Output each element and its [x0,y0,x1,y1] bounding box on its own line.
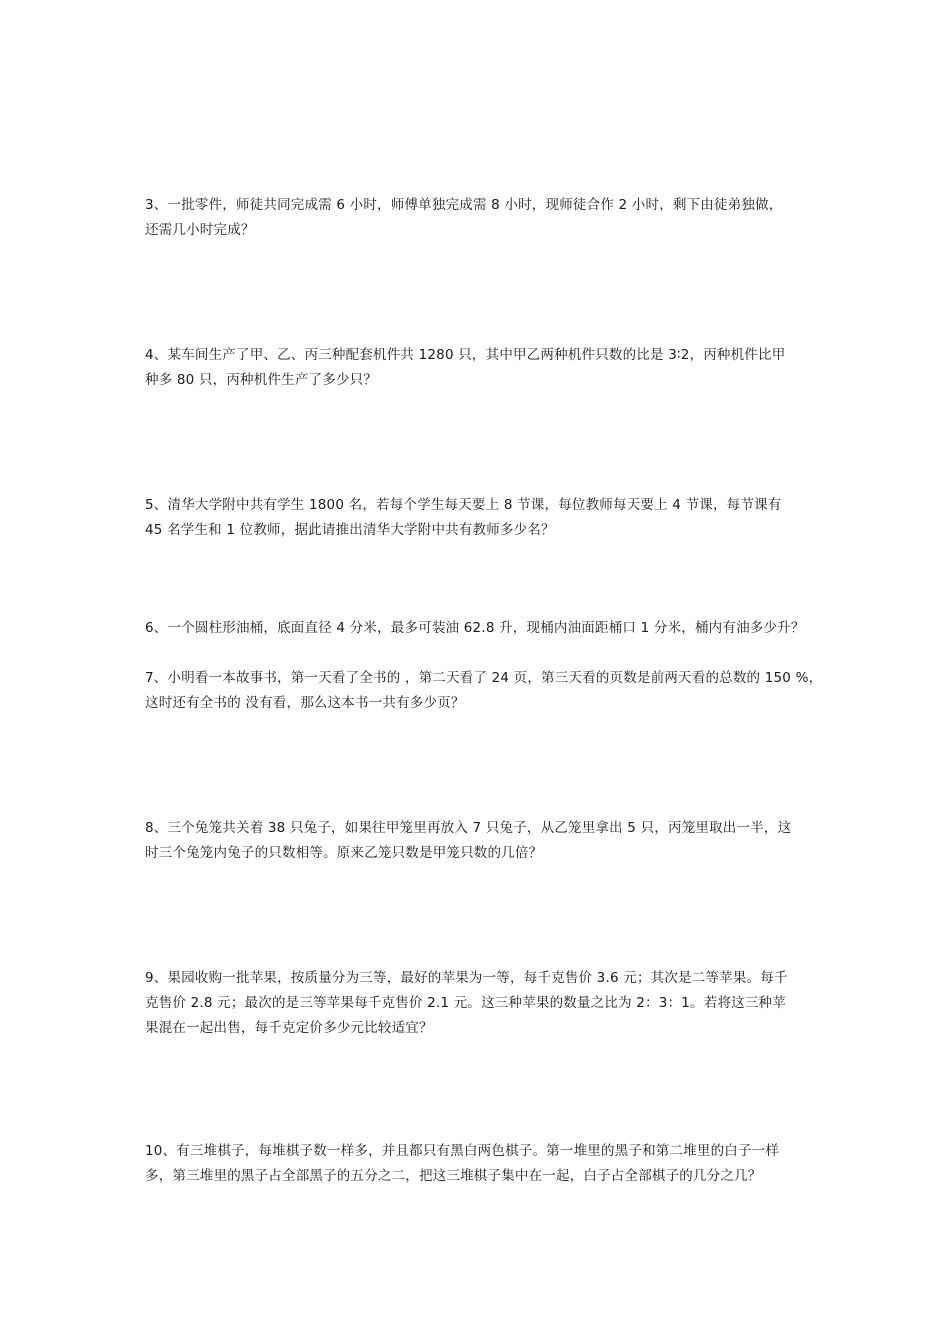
problem-10-line-2: 多，第三堆里的黑子占全部黑子的五分之二，把这三堆棋子集中在一起，白子占全部棋子的几分之几？ [145,1168,762,1184]
problem-8-line-1: 8、三个兔笼共关着 38 只兔子，如果往甲笼里再放入 7 只兔子，从乙笼里拿出 5 只，丙笼里取出一半，这 [145,820,792,836]
problem-4-line-2: 种多 80 只，丙种机件生产了多少只？ [145,372,378,388]
problem-3-line-2: 还需几小时完成？ [145,222,255,238]
problem-3-line-1: 3、一批零件，师徒共同完成需 6 小时，师傅单独完成需 8 小时，现师徒合作 2 小时，剩下由徒弟独做， [145,197,783,213]
problem-5 [145,493,810,543]
problem-7-line-2: 这时还有全书的 没有看，那么这本书一共有多少页？ [145,695,465,711]
problem-9-line-3: 果混在一起出售，每千克定价多少元比较适宜？ [145,1020,433,1036]
problem-9-line-2: 克售价 2.8 元；最次的是三等苹果每千克售价 2.1 元。这三种苹果的数量之比为 2：3：1。若将这三种苹 [145,995,786,1011]
problem-4 [145,343,810,393]
problem-6 [145,616,810,641]
problem-5-line-2: 45 名学生和 1 位教师，据此请推出清华大学附中共有教师多少名？ [145,522,555,538]
problem-8 [145,816,810,866]
problem-10-line-1: 10、有三堆棋子，每堆棋子数一样多，并且都只有黑白两色棋子。第一堆里的黑子和第二堆里的白子一样 [145,1143,780,1159]
problem-8-line-2: 时三个兔笼内兔子的只数相等。原来乙笼只数是甲笼只数的几倍？ [145,845,543,861]
problem-6-line-1: 6、一个圆柱形油桶，底面直径 4 分米，最多可装油 62.8 升，现桶内油面距桶口 1 分米，桶内有油多少升？ [145,620,805,636]
problem-7 [145,666,823,716]
problem-4-line-1: 4、某车间生产了甲、乙、丙三种配套机件共 1280 只，其中甲乙两种机件只数的比是 3∶2，丙种机件比甲 [145,347,786,363]
problem-3 [145,193,810,243]
problem-9 [145,966,810,1041]
problem-9-line-1: 9、果园收购一批苹果，按质量分为三等，最好的苹果为一等，每千克售价 3.6 元；其次是二等苹果。每千 [145,970,788,986]
problem-7-line-1: 7、小明看一本故事书，第一天看了全书的 ，第二天看了 24 页，第三天看的页数是前两天看的总数的 150 %， [145,670,823,686]
problem-5-line-1: 5、清华大学附中共有学生 1800 名，若每个学生每天要上 8 节课，每位教师每天要上 4 节课，每节课有 [145,497,782,513]
problem-10 [145,1139,810,1189]
